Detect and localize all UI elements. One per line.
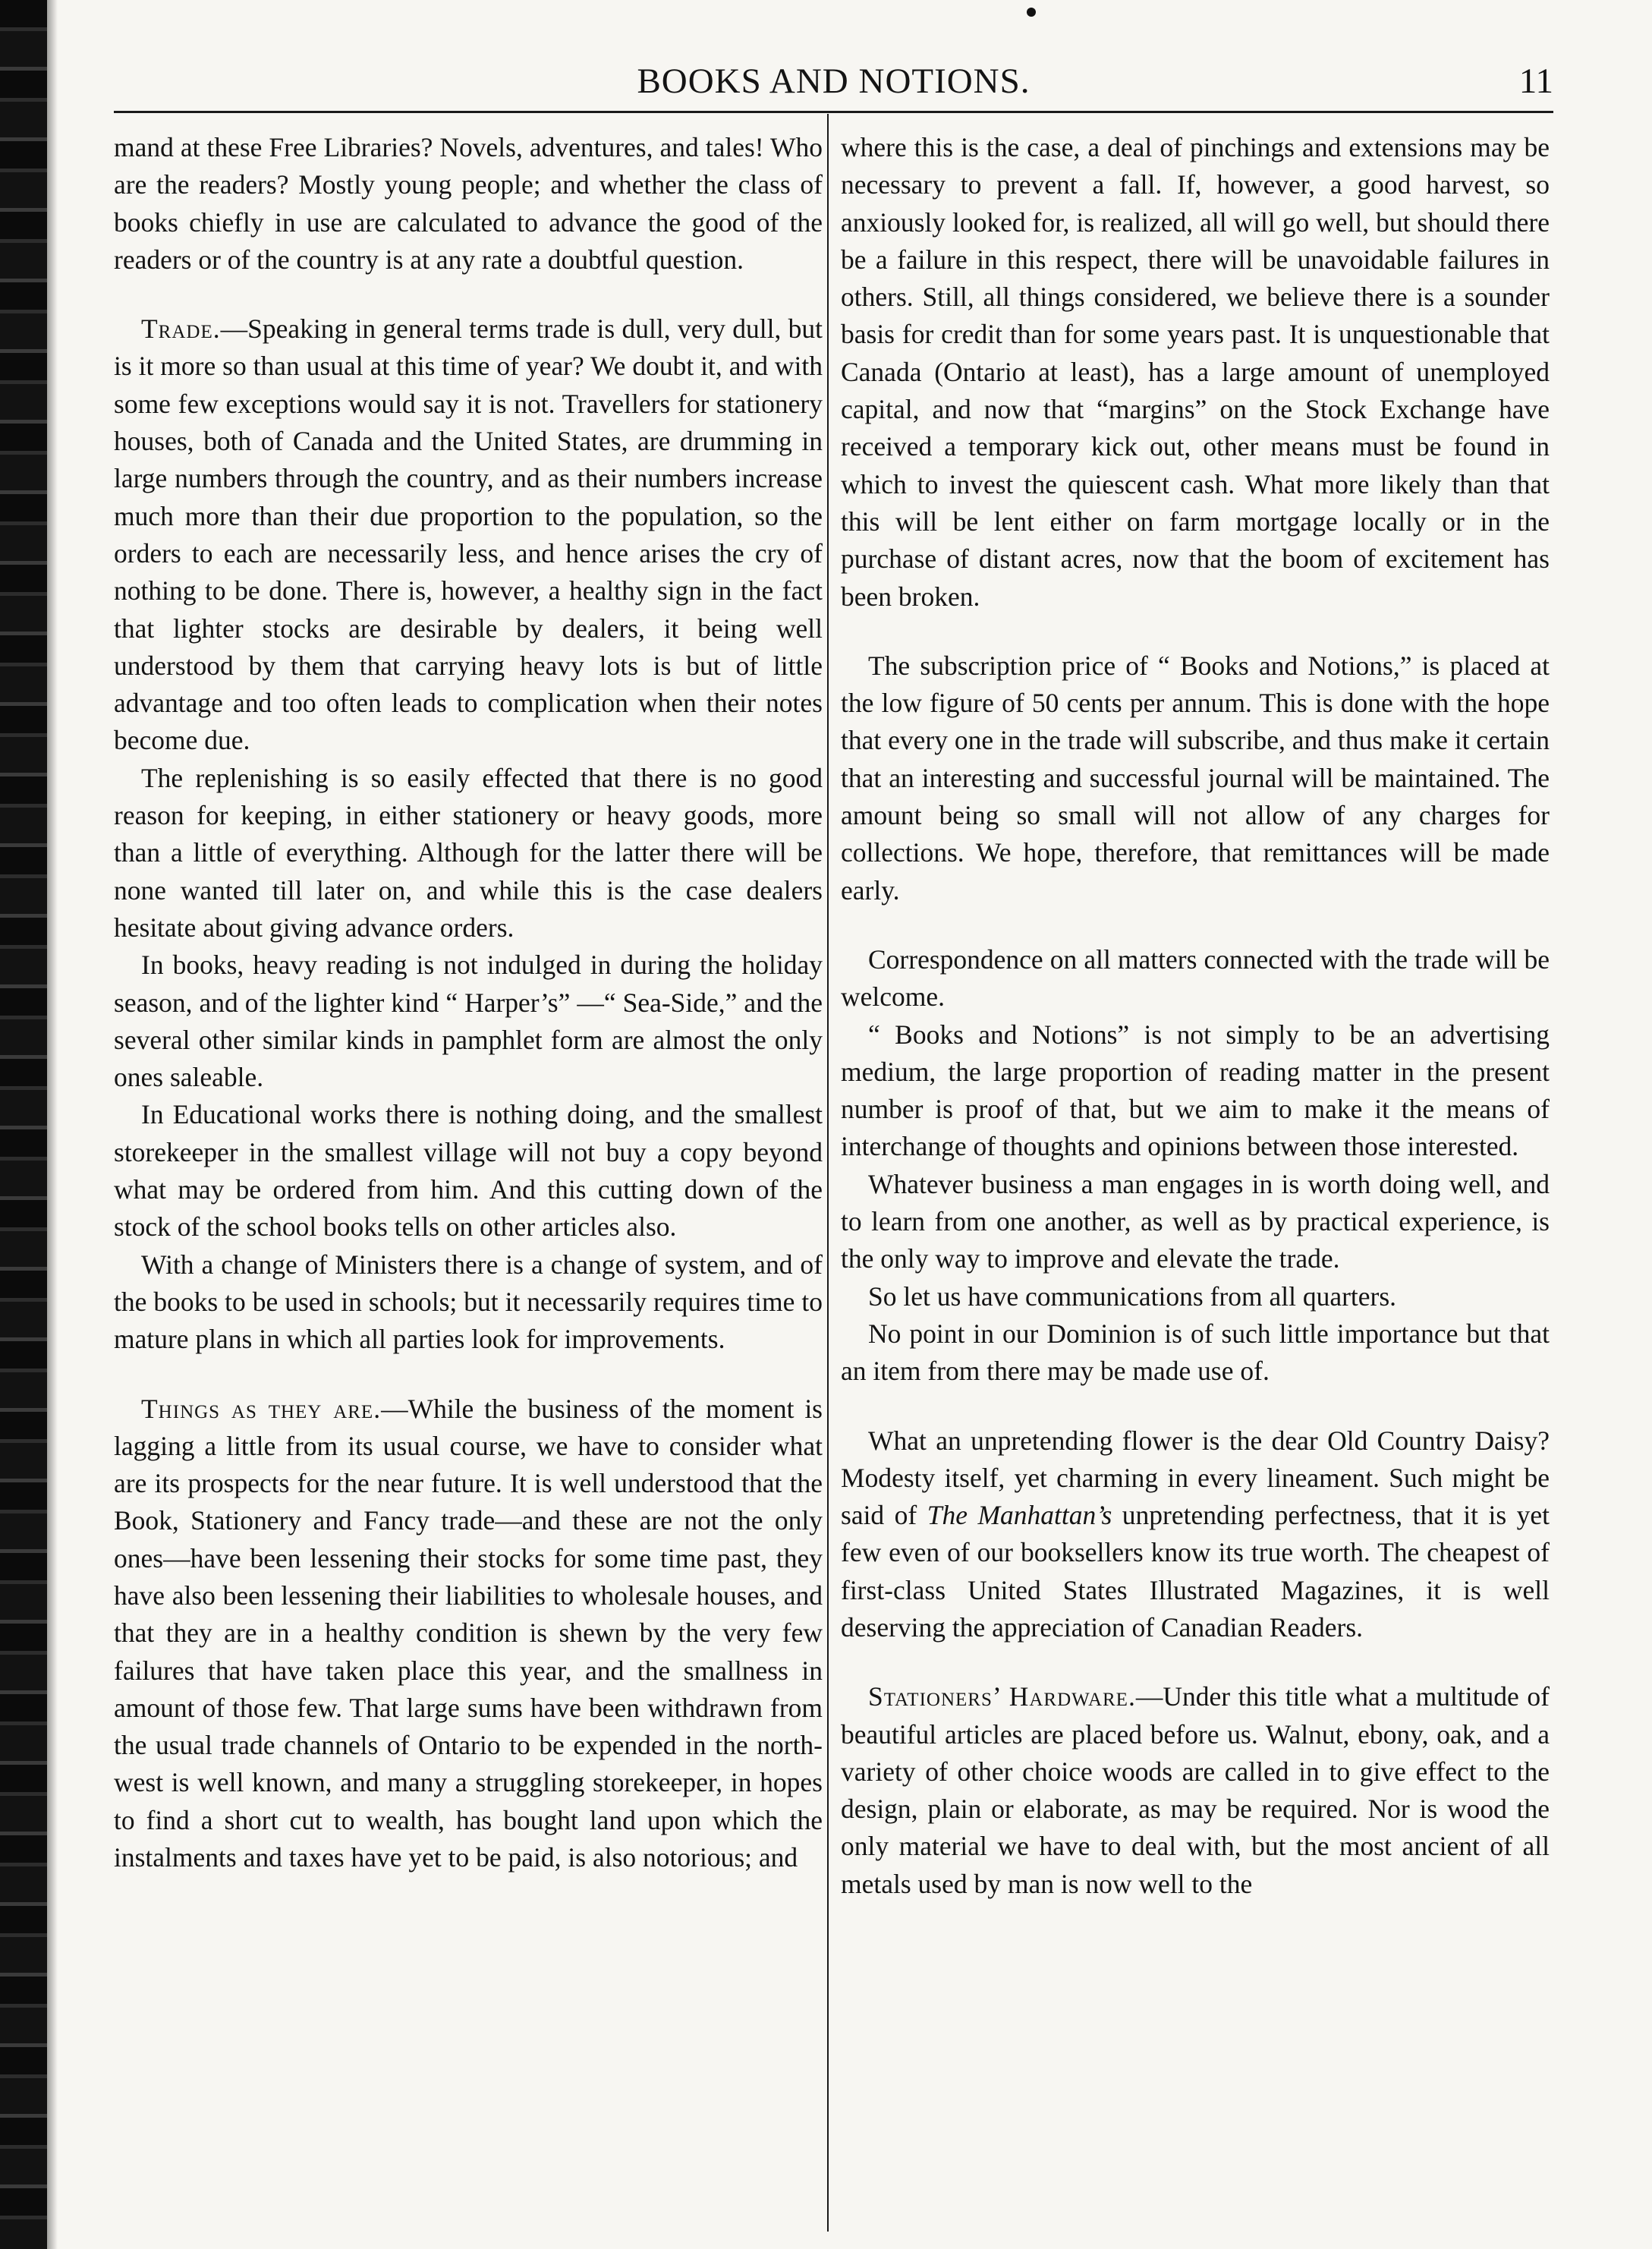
paragraph-advertising-medium: “ Books and Notions” is not simply to be an advertising medium, the large proportion of reading matter in the present number is proof of that, but we aim to make it the means of interchange of thoughts and opinions between those interested. [841,1019,1550,1162]
section-heading-stationers: Stationers’ Hardware. [868,1681,1136,1712]
column-divider [827,114,829,2232]
paragraph-things-as-they-are [114,1391,823,1877]
paragraph-free-libraries: mand at these Free Libraries? Novels, adventures, and tales! Who are the readers? Mostly young people; and whether the class of books chiefly in use are calculated to advance the good of the readers or of the country is at any rate a doubtful question. [114,132,823,275]
paragraph-harvest: where this is the case, a deal of pinchings and extensions may be necessary to prevent a fall. If, however, a good harvest, so anxiously looked for, is realized, all will go well, but should there be a failure in this respect, there will be unavoidable failures in others. Still, all things considered, we believe there is a sounder basis for credit than for some years past. It is unquestionable that Canada (Ontario at least), has a large amount of unemployed capital, and now that “margins” on the Stock Exchange have received a temporary kick out, other means must be found in which to invest the quiescent cash. What more likely than that this will be lent either on farm mortgage locally or in the purchase of distant acres, now that the boom of excitement has been broken. [841,132,1550,612]
paragraph-stationers-text: —Under this title what a multitude of beautiful articles are placed before us. Walnut, ebony, oak, and a variety of other choice woods are called in to give effect to the design, plain or elaborate, as may be required. Nor is wood the only material we have to deal with, but the most ancient of all metals used by man is now well to the [841,1681,1550,1899]
binding-shadow [47,0,58,2249]
paragraph-dominion: No point in our Dominion is of such little importance but that an item from there may be made use of. [841,1318,1550,1387]
left-column [114,129,823,2224]
paragraph-trade [114,310,823,760]
section-heading-things: Things as they are. [141,1393,382,1424]
daisy-text-before: What an unpretending flower is the dear Old Country Daisy? Modesty itself, yet charming in every lineament. Such might be said of [841,1425,1550,1531]
paragraph-educational: In Educational works there is nothing doing, and the smallest storekeeper in the smallest village will not buy a copy beyond what may be ordered from him. And this cutting down of the stock of the school books tells on other articles also. [114,1099,823,1243]
book-binding-edge [0,0,47,2249]
paragraph-correspondence: Correspondence on all matters connected with the trade will be welcome. [841,943,1550,1013]
paragraph-books-holiday: In books, heavy reading is not indulged in during the holiday season, and of the lighter kind “ Harper’s” —“ Sea-Side,” and the several other similar kinds in pamphlet form are almost the only ones saleable. [114,950,823,1093]
daisy-text-after: unpretending perfectness, that it is yet few even of our booksellers know its true worth. The cheapest of first-class United States Illustrated Magazines, it is well deserving the appreciation of Canadian Readers. [841,1500,1550,1643]
running-title: BOOKS AND NOTIONS. [637,61,1031,101]
paragraph-things-text: —While the business of the moment is lagging a little from its usual course, we have to consider what are its prospects for the near future. It is well understood that the Book, Stationery and Fancy trade—and these are not the only ones—have been lessening their stocks for some time past, they have also been lessening their liabilities to wholesale houses, and that they are in a healthy condition is shewn by the very few failures that have taken place this year, and the smallness in amount of those few. That large sums have been withdrawn from the usual trade channels of Ontario to be expended in the north-west is well known, and many a struggling storekeeper, in hopes to find a short cut to wealth, has bought land upon which the instalments and taxes have yet to be paid, is also notorious; and [114,1393,823,1873]
paragraph-ministers: With a change of Ministers there is a change of system, and of the books to be used in schools; but it necessarily requires time to mature plans in which all parties look for improvements. [114,1249,823,1355]
paragraph-business: Whatever business a man engages in is worth doing well, and to learn from one another, as well as by practical experience, is the only way to improve and elevate the trade. [841,1168,1550,1274]
print-mark [1027,8,1036,17]
paragraph-trade-text: —Speaking in general terms trade is dull, very dull, but is it more so than usual at this time of year? We doubt it, and with some few exceptions would say it is not. Travellers for stationery houses, both of Canada and the United States, are drumming in large numbers through the country, and as their numbers increase much more than their due proportion to the population, so the orders to each are necessarily less, and hence arises the cry of nothing to be done. There is, however, a healthy sign in the fact that lighter stocks are desirable by dealers, it being well understood by them that carrying heavy lots is but of little advantage and too often leads to complication when their notes become due. [114,313,823,756]
running-head [114,55,1553,108]
section-heading-trade: Trade. [141,313,221,345]
header-rule [114,111,1553,113]
magazine-title: The Manhattan’s [927,1500,1112,1531]
paragraph-stationers-hardware [841,1678,1550,1903]
paragraph-subscription: The subscription price of “ Books and Notions,” is placed at the low figure of 50 cents per annum. This is done with the hope that every one in the trade will subscribe, and thus make it certain that an interesting and successful journal will be maintained. The amount being so small will not allow of any charges for collections. We hope, therefore, that remittances will be made early. [841,650,1550,906]
paragraph-communications: So let us have communications from all quarters. [868,1280,1397,1312]
paragraph-replenishing: The replenishing is so easily effected that there is no good reason for keeping, in either stationery or heavy goods, more than a little of everything. Although for the latter there will be none wanted till later on, and while this is the case dealers hesitate about giving advance orders. [114,762,823,943]
right-column [841,129,1550,2224]
paragraph-daisy [841,1422,1550,1647]
page-number: 11 [1518,61,1553,101]
